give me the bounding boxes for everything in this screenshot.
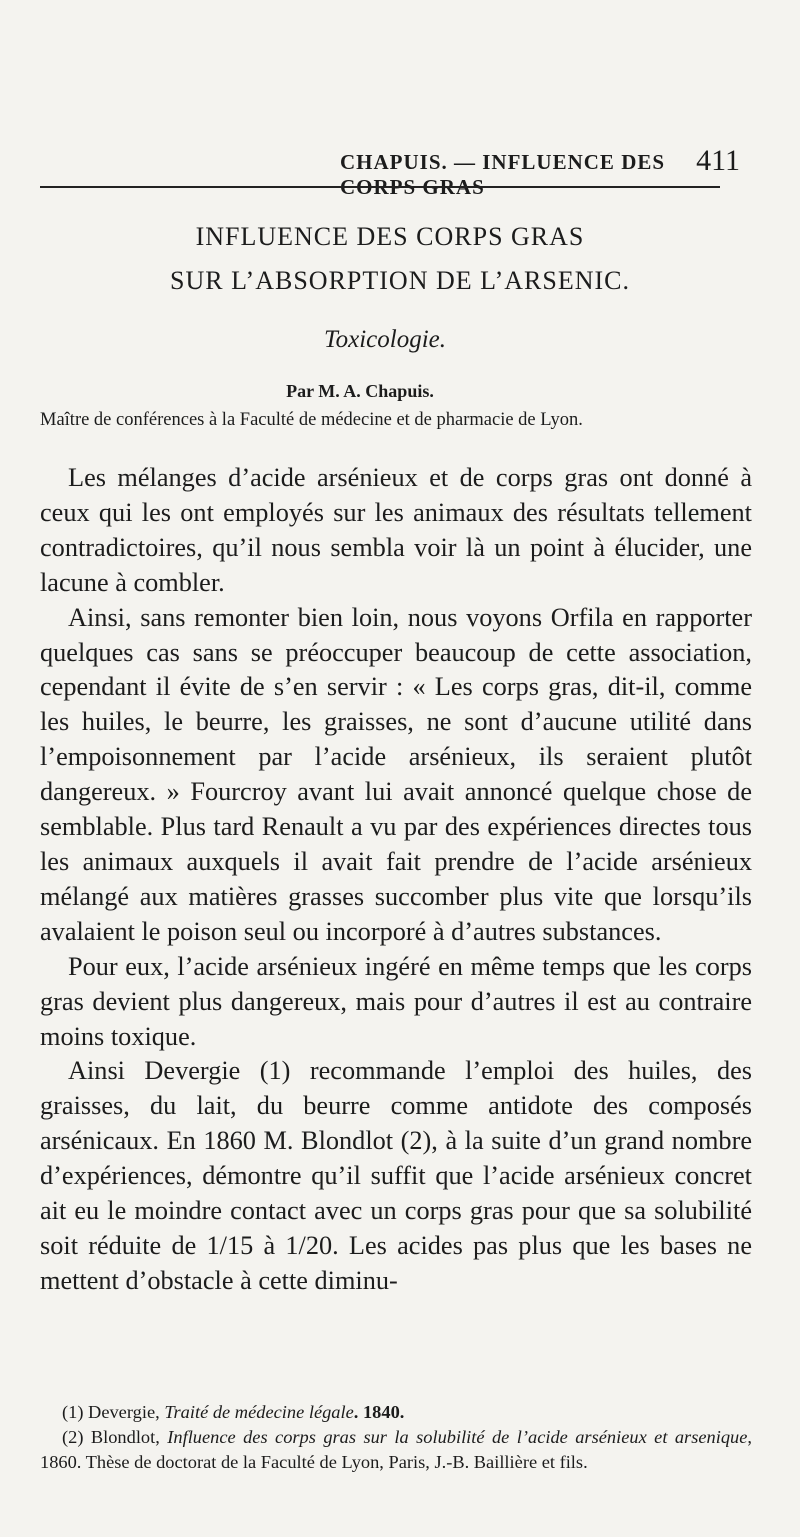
footnote-1-rest: . 1840. (353, 1402, 405, 1422)
author-byline: Par M. A. Chapuis. (286, 381, 434, 401)
footnote-1-work: Traité de médecine légale (164, 1402, 354, 1422)
article-body (40, 461, 752, 1299)
paragraph-4: Ainsi Devergie (1) recommande l’emploi des huiles, des graisses, du lait, du beurre comme antidote des composés arsénicaux. En 1860 M. Blondlot (2), à la suite d’un grand nombre d’expériences, démontre qu’il suffit que l’acide arsénieux concret ait eu le moindre contact avec un corps gras pour que sa solubilité soit réduite de 1/15 à 1/20. Les acides pas plus que les bases ne mettent d’obstacle à cette diminu- (40, 1056, 752, 1295)
page-number: 411 (696, 144, 740, 177)
article-title-line-2: SUR L’ABSORPTION DE L’ARSENIC. (169, 266, 631, 295)
footnote-2-rest: , 1860. Thèse de doctorat de la Faculté de Lyon, Paris, J.-B. Baillière et fils. (40, 1427, 752, 1472)
section-label: Toxicologie. (324, 326, 446, 353)
footnote-1-author: (1) Devergie, (62, 1402, 165, 1422)
running-title: CHAPUIS. — INFLUENCE DES CORPS GRAS (340, 150, 666, 199)
paragraph-2: Ainsi, sans remonter bien loin, nous voyons Orfila en rapporter quelques cas sans se préoccuper beaucoup de cette association, cependant il évite de s’en servir : « Les corps gras, dit-il, comme les huiles, le beurre, les graisses, ne sont d’aucune utilité dans l’empoisonnement par l’acide arsénieux, ils seraient plutôt dangereux. » Fourcroy avant lui avait annoncé quelque chose de semblable. Plus tard Renault a vu par des expériences directes tous les animaux auxquels il avait fait prendre de l’acide arsénieux mélangé aux matières grasses succomber plus vite que lorsqu’ils avalaient le poison seul ou incorporé à d’autres substances. (40, 602, 752, 946)
footnotes (40, 1400, 752, 1475)
article-title-line-1: INFLUENCE DES CORPS GRAS (195, 222, 585, 251)
footnote-2-work: Influence des corps gras sur la solubilité de l’acide arsénieux et arsenique (167, 1427, 748, 1447)
footnote-1 (40, 1400, 752, 1425)
author-affiliation: Maître de conférences à la Faculté de médecine et de pharmacie de Lyon. (40, 410, 583, 430)
paragraph-3: Pour eux, l’acide arsénieux ingéré en même temps que les corps gras devient plus dangereux, mais pour d’autres il est au contraire moins toxique. (40, 951, 752, 1051)
header-rule (40, 186, 720, 188)
footnote-2-author: (2) Blondlot, (62, 1427, 168, 1447)
footnote-2 (40, 1425, 752, 1475)
running-header (40, 144, 740, 199)
paragraph-1: Les mélanges d’acide arsénieux et de corps gras ont donné à ceux qui les ont employés sur les animaux des résultats tellement contradictoires, qu’il nous sembla voir là un point à élucider, une lacune à combler. (40, 463, 752, 597)
